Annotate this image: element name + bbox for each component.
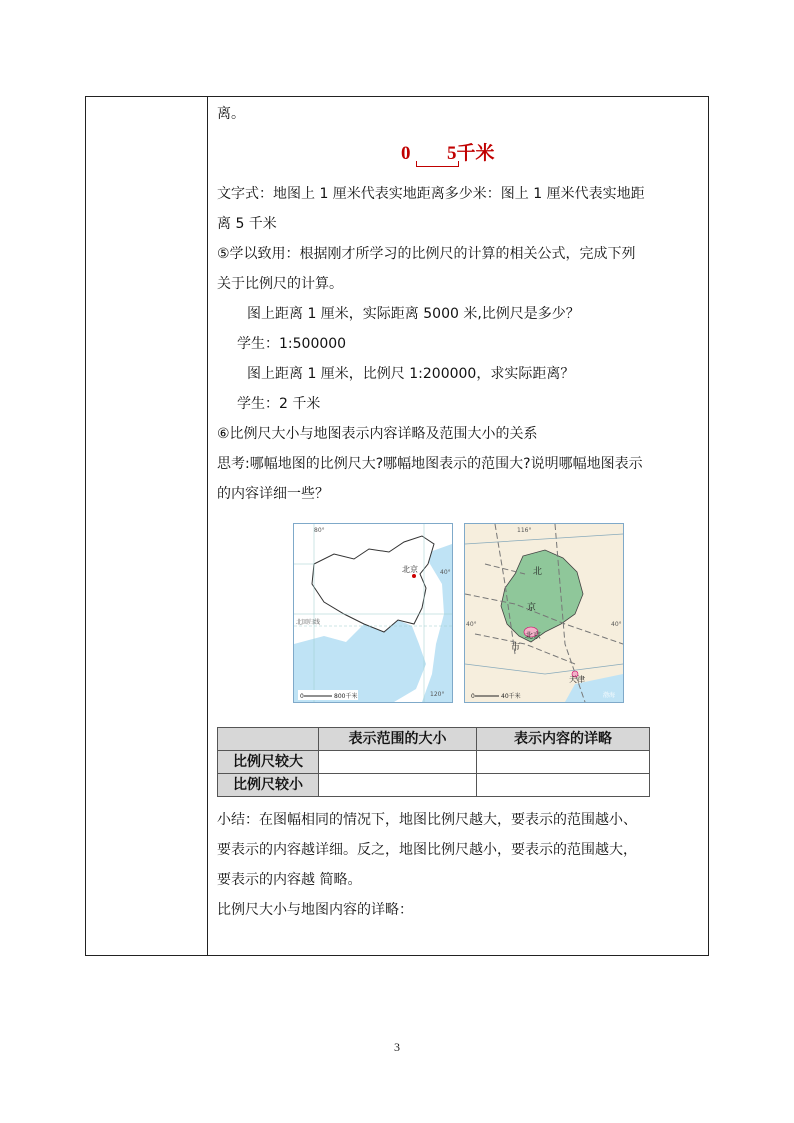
china-map-lon120-label: 120° bbox=[430, 691, 445, 698]
table-header-row bbox=[218, 728, 650, 751]
china-map-image bbox=[293, 523, 453, 703]
text-line: 离 5 千米 bbox=[217, 216, 277, 232]
text-line: ⑤学以致用：根据刚才所学习的比例尺的计算的相关公式，完成下列 bbox=[217, 246, 636, 262]
table-header-cell: 表示内容的详略 bbox=[477, 728, 650, 751]
beijing-map-jing-label: 京 bbox=[527, 603, 537, 613]
beijing-map-tianjin-label: 天津 bbox=[569, 675, 585, 684]
comparison-table bbox=[217, 727, 650, 797]
beijing-map-scale-label: 40千米 bbox=[501, 693, 521, 700]
beijing-map-beijing-label: 北京 bbox=[525, 631, 541, 640]
table-cell bbox=[319, 751, 477, 774]
china-map-svg bbox=[294, 524, 452, 702]
scale-bar-figure bbox=[217, 135, 703, 175]
column-divider bbox=[207, 97, 208, 955]
beijing-map-lat40-left: 40° bbox=[466, 621, 477, 628]
table-row-label: 比例尺较大 bbox=[218, 751, 319, 774]
china-map-beijing-label: 北京 bbox=[402, 565, 418, 574]
china-map-tropic-label: 北回归线 bbox=[296, 619, 321, 626]
table-row bbox=[218, 774, 650, 797]
beijing-map-lat40-right: 40° bbox=[611, 621, 622, 628]
content-cell bbox=[217, 97, 703, 925]
china-map-lat40-label: 40° bbox=[440, 569, 451, 576]
table-cell bbox=[319, 774, 477, 797]
summary-line: 小结：在图幅相同的情况下，地图比例尺越大，要表示的范围越小、 bbox=[217, 812, 637, 828]
china-map-lon80-label: 80° bbox=[314, 527, 325, 534]
section-heading: ⑥比例尺大小与地图表示内容详略及范围大小的关系 bbox=[217, 426, 538, 442]
beijing-map-lon116-label: 116° bbox=[517, 527, 532, 534]
answer-line: 学生：1:500000 bbox=[237, 336, 347, 352]
text-line: 思考:哪幅地图的比例尺大?哪幅地图表示的范围大?说明哪幅地图表示 bbox=[217, 456, 643, 472]
beijing-map-svg bbox=[465, 524, 623, 702]
beijing-map-bohai-label: 渤海 bbox=[603, 692, 616, 699]
china-map-scale-zero: 0 bbox=[300, 693, 304, 700]
summary-line: 要表示的内容越 简略。 bbox=[217, 872, 362, 888]
text-line: 的内容详细一些？ bbox=[217, 486, 329, 502]
table-row bbox=[218, 751, 650, 774]
table-cell bbox=[477, 774, 650, 797]
answer-line: 学生：2 千米 bbox=[237, 396, 321, 412]
scale-bar-zero: 0 bbox=[401, 143, 411, 164]
text-line: 关于比例尺的计算。 bbox=[217, 276, 343, 292]
scale-bar-distance: 5千米 bbox=[447, 143, 495, 164]
map-comparison-figure bbox=[217, 517, 703, 717]
page-number: 3 bbox=[394, 1040, 400, 1054]
china-map-scale-label: 800千米 bbox=[334, 693, 358, 700]
beijing-map-image bbox=[464, 523, 624, 703]
text-line: 离。 bbox=[217, 106, 245, 122]
table-row-label: 比例尺较小 bbox=[218, 774, 319, 797]
beijing-map-scale-zero: 0 bbox=[471, 693, 475, 700]
summary-line: 要表示的内容越详细。反之，地图比例尺越小，要表示的范围越大， bbox=[217, 842, 637, 858]
table-header-cell bbox=[218, 728, 319, 751]
lesson-table-frame bbox=[85, 96, 709, 956]
beijing-map-shi-label: 市 bbox=[511, 643, 521, 653]
table-cell bbox=[477, 751, 650, 774]
question-line: 图上距离 1 厘米，实际距离 5000 米,比例尺是多少？ bbox=[247, 306, 580, 322]
table-header-cell: 表示范围的大小 bbox=[319, 728, 477, 751]
text-line: 比例尺大小与地图内容的详略： bbox=[217, 902, 413, 918]
text-line: 文字式：地图上 1 厘米代表实地距离多少米：图上 1 厘米代表实地距 bbox=[217, 186, 645, 202]
beijing-map-bei-label: 北 bbox=[533, 567, 543, 577]
question-line: 图上距离 1 厘米，比例尺 1:200000，求实际距离？ bbox=[247, 366, 575, 382]
